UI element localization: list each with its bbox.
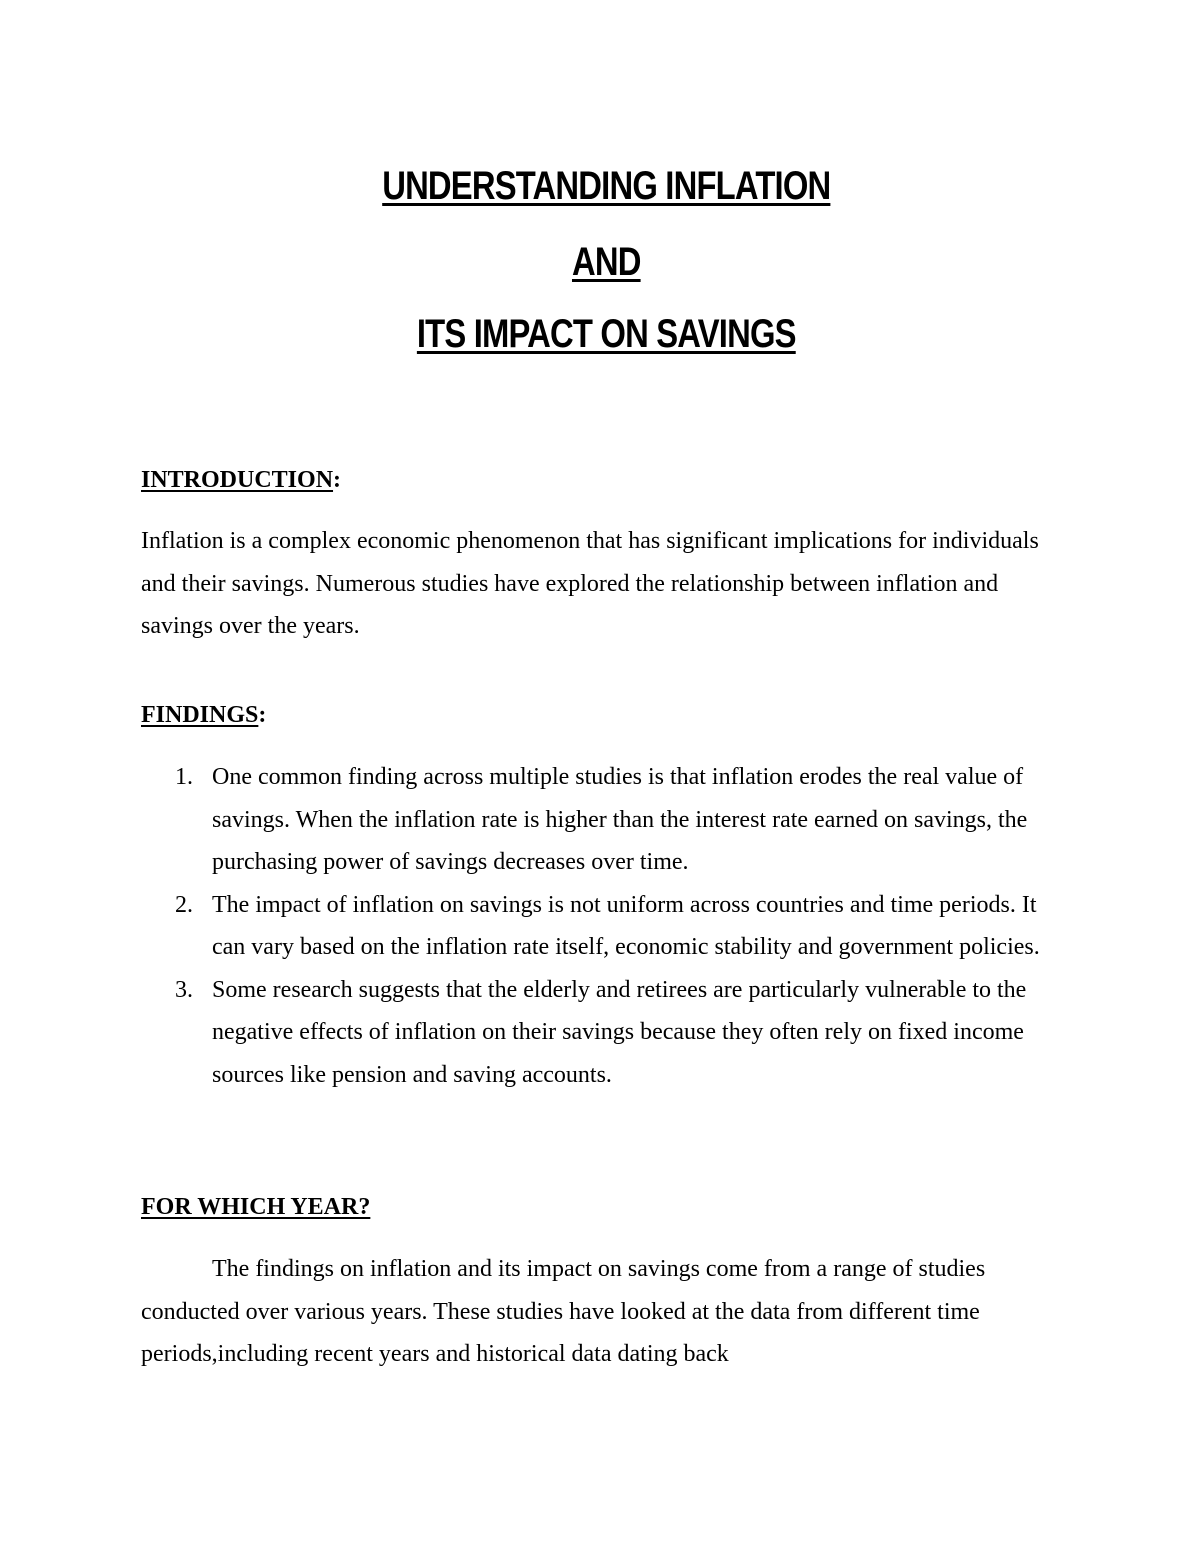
introduction-heading-text: INTRODUCTION	[141, 467, 334, 493]
list-item-text: Some research suggests that the elderly and retirees are particularly vulnerable to the negative effects of inflation on their savings because they often rely on fixed income sources like pension and saving accounts.	[212, 976, 1027, 1088]
title-line-1: UNDERSTANDING INFLATION	[382, 164, 831, 208]
findings-list	[141, 756, 1061, 1096]
list-item-number: 2.	[175, 891, 193, 918]
list-item-number: 3.	[175, 976, 193, 1003]
findings-list-item	[141, 969, 1061, 1097]
title-line-2: AND	[571, 240, 641, 284]
for-which-year-heading	[141, 1192, 370, 1222]
list-item-text: One common finding across multiple studies is that inflation erodes the real value of savings. When the inflation rate is higher than the interest rate earned on savings, the purchasing power of savings decreases over time.	[212, 764, 1028, 875]
findings-list-item	[141, 756, 1061, 884]
for-which-year-paragraph: The findings on inflation and its impact on savings come from a range of studies conducted over various years. These studies have looked at the data from different time periods,including recent years and historical data dating back	[141, 1256, 986, 1367]
for-which-year-heading-text: FOR WHICH YEAR?	[141, 1194, 371, 1220]
findings-heading	[141, 700, 266, 730]
findings-heading-text: FINDINGS	[141, 702, 259, 728]
list-item-number: 1.	[175, 764, 193, 790]
findings-list-item	[141, 884, 1061, 969]
title-line-3: ITS IMPACT ON SAVINGS	[416, 312, 796, 356]
introduction-paragraph: Inflation is a complex economic phenomenon that has significant implications for individuals and their savings. Numerous studies have explored the relationship between inflation and savings over the years.	[141, 528, 1039, 639]
list-item-text: The impact of inflation on savings is not uniform across countries and time periods. It can vary based on the inflation rate itself, economic stability and government policies.	[212, 891, 1040, 960]
findings-heading-colon: :	[258, 702, 267, 728]
introduction-heading-colon: :	[333, 467, 342, 493]
introduction-heading	[141, 465, 341, 495]
